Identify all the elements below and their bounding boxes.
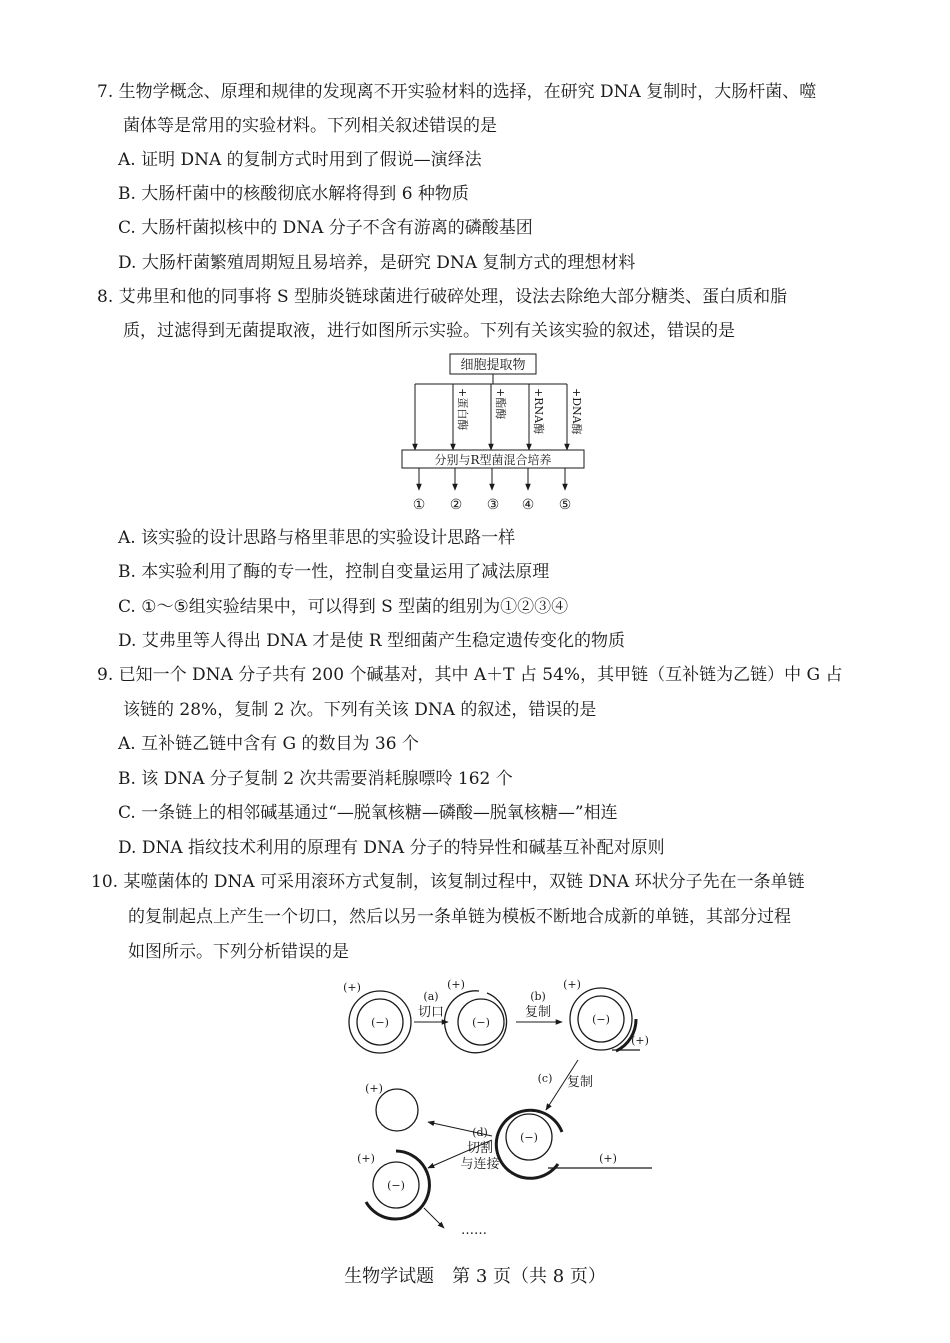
- stage4-minus: (−): [520, 1131, 538, 1144]
- q8-option-b: B. 本实验利用了酶的专一性，控制自变量运用了减法原理: [118, 562, 550, 582]
- stage6-minus: (−): [387, 1179, 405, 1192]
- group-4: ④: [521, 497, 535, 513]
- enzyme-label-dnase: +DNA酶: [570, 388, 583, 435]
- q10-stem-line1: 10. 某噬菌体的 DNA 可采用滚环方式复制，该复制过程中，双链 DNA 环状分子先在一条单链: [91, 872, 805, 892]
- step-a-label: 切口: [417, 1005, 445, 1020]
- stage1-plus: (+): [343, 981, 361, 994]
- stage5-single-circle: [376, 1089, 418, 1131]
- step-b-letter: (b): [530, 990, 546, 1003]
- culture-box-label: 分别与R型菌混合培养: [434, 453, 552, 467]
- q9-option-d: D. DNA 指纹技术利用的原理有 DNA 分子的特异性和碱基互补配对原则: [118, 838, 665, 858]
- stage2-plus: (+): [447, 978, 465, 991]
- q7-option-d: D. 大肠杆菌繁殖周期短且易培养，是研究 DNA 复制方式的理想材料: [118, 253, 636, 273]
- continuation-ellipsis: ……: [461, 1223, 487, 1238]
- q9-stem-line1: 9. 已知一个 DNA 分子共有 200 个碱基对，其中 A＋T 占 54%，其甲链（互补链为乙链）中 G 占: [97, 665, 843, 685]
- step-d-label2: 与连接: [460, 1157, 500, 1172]
- q10-stem-line3: 如图所示。下列分析错误的是: [128, 942, 349, 962]
- stage3-plus-tail: (+): [631, 1034, 649, 1047]
- q8-diagram: [395, 350, 595, 518]
- step-d-letter: (d): [472, 1126, 488, 1139]
- stage3-plus-top: (+): [563, 978, 581, 991]
- q10-stem-line2: 的复制起点上产生一个切口，然后以另一条单链为模板不断地合成新的单链，其部分过程: [128, 907, 791, 927]
- stage6-plus: (+): [357, 1152, 375, 1165]
- enzyme-label-rnase: +RNA酶: [532, 388, 545, 435]
- stage3-minus: (−): [592, 1013, 610, 1026]
- step-b-label: 复制: [524, 1005, 552, 1020]
- group-2: ②: [449, 497, 463, 513]
- group-1: ①: [412, 497, 426, 513]
- q7-option-b: B. 大肠杆菌中的核酸彻底水解将得到 6 种物质: [118, 184, 469, 204]
- step-c-label: 复制: [566, 1075, 594, 1090]
- enzyme-label-protease: +蛋白酶: [456, 388, 469, 431]
- q8-option-d: D. 艾弗里等人得出 DNA 才是使 R 型细菌产生稳定遗传变化的物质: [118, 631, 626, 651]
- enzyme-label-esterase: +酯酶: [494, 388, 507, 420]
- step-d-label1: 切割: [466, 1141, 494, 1156]
- q9-stem-line2: 该链的 28%，复制 2 次。下列有关该 DNA 的叙述，错误的是: [123, 700, 597, 720]
- stage5-plus: (+): [365, 1082, 383, 1095]
- q9-option-b: B. 该 DNA 分子复制 2 次共需要消耗腺嘌呤 162 个: [118, 769, 513, 789]
- q8-stem-line1: 8. 艾弗里和他的同事将 S 型肺炎链球菌进行破碎处理，设法去除绝大部分糖类、蛋白质和脂: [97, 287, 788, 307]
- group-5: ⑤: [558, 497, 572, 513]
- step-c-letter: (c): [537, 1072, 553, 1085]
- q8-option-a: A. 该实验的设计思路与格里菲思的实验设计思路一样: [118, 528, 516, 548]
- stage4-plus-tail: (+): [599, 1152, 617, 1165]
- step-a-letter: (a): [423, 990, 439, 1003]
- q8-option-c: C. ①～⑤组实验结果中，可以得到 S 型菌的组别为①②③④: [118, 597, 569, 617]
- q7-option-c: C. 大肠杆菌拟核中的 DNA 分子不含有游离的磷酸基团: [118, 218, 533, 238]
- q7-option-a: A. 证明 DNA 的复制方式时用到了假说—演绎法: [118, 150, 482, 170]
- q8-stem-line2: 质，过滤得到无菌提取液，进行如图所示实验。下列有关该实验的叙述，错误的是: [123, 321, 735, 341]
- q10-rolling-circle-diagram: [340, 972, 660, 1242]
- q7-stem-line1: 7. 生物学概念、原理和规律的发现离不开实验材料的选择，在研究 DNA 复制时，大肠杆菌、噬: [97, 82, 817, 102]
- q7-stem-line2: 菌体等是常用的实验材料。下列相关叙述错误的是: [123, 116, 497, 136]
- group-3: ③: [486, 497, 500, 513]
- q9-option-a: A. 互补链乙链中含有 G 的数目为 36 个: [118, 734, 419, 754]
- page-footer: 生物学试题 第 3 页（共 8 页）: [344, 1266, 606, 1287]
- q9-option-c: C. 一条链上的相邻碱基通过“—脱氧核糖—磷酸—脱氧核糖—”相连: [118, 803, 618, 823]
- stage1-minus: (−): [371, 1016, 389, 1029]
- stage2-minus: (−): [472, 1016, 490, 1029]
- extract-box-label: 细胞提取物: [460, 358, 526, 373]
